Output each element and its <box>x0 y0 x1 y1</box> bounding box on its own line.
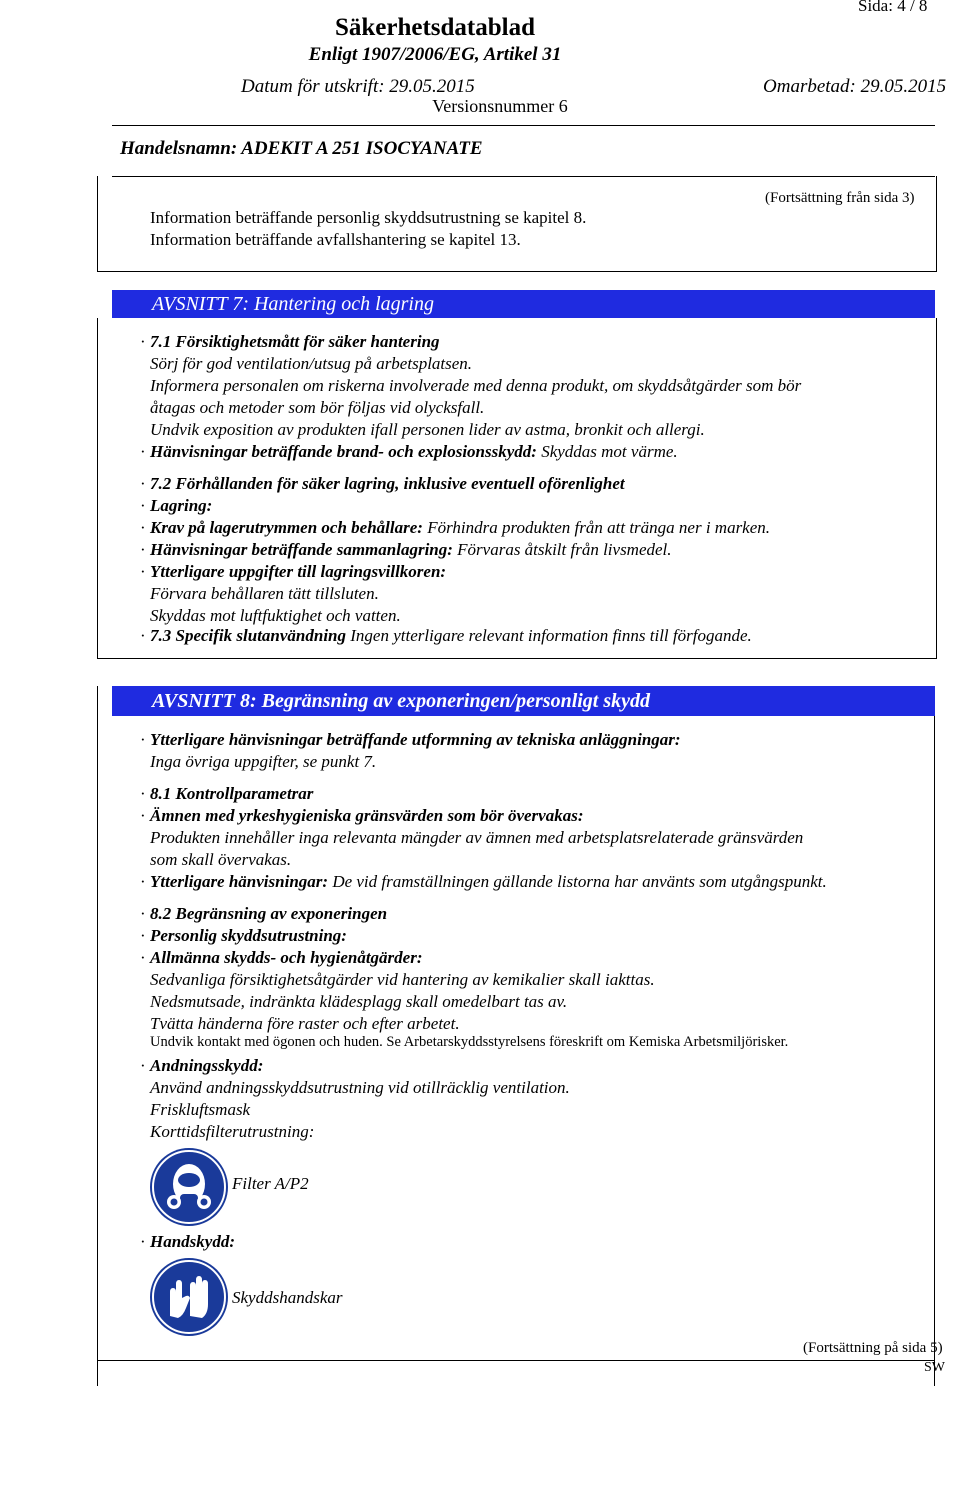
tech-facilities-text: Inga övriga uppgifter, se punkt 7. <box>150 752 377 771</box>
s71-line-1: Sörj för god ventilation/utsug på arbetsplatsen. <box>150 354 473 373</box>
page-number: Sida: 4 / 8 <box>858 0 928 15</box>
limit-values-label: Ämnen med yrkeshygieniska gränsvärden som bör övervakas: <box>150 806 584 825</box>
print-date: Datum för utskrift: 29.05.2015 <box>241 76 475 97</box>
hygiene-line-2: Nedsmutsade, indränkta klädesplagg skall omedelbart tas av. <box>150 992 568 1011</box>
product-name: Handelsnamn: ADEKIT A 251 ISOCYANATE <box>120 138 483 159</box>
language-code: SW <box>924 1360 945 1375</box>
section-7-2-label: 7.2 Förhållanden för säker lagring, inklusive eventuell oförenlighet <box>150 474 625 493</box>
revision-date: Omarbetad: 29.05.2015 <box>763 76 947 97</box>
further-storage-line-2: Skyddas mot luftfuktighet och vatten. <box>150 606 401 625</box>
joint-storage-text: Förvaras åtskilt från livsmedel. <box>457 540 672 559</box>
fire-protection <box>150 442 678 462</box>
section-8-1-label: 8.1 Kontrollparametrar <box>150 784 314 803</box>
section-7-3-label: 7.3 Specifik slutanvändning <box>150 626 347 645</box>
storage-label: Lagring: <box>150 496 213 515</box>
hygiene-line-1: Sedvanliga försiktighetsåtgärder vid hantering av kemikalier skall iakttas. <box>150 970 655 989</box>
gloves-icon <box>150 1258 228 1336</box>
version-number: Versionsnummer 6 <box>432 96 568 116</box>
intro-line-1: Information beträffande personlig skyddsutrustning se kapitel 8. <box>150 208 587 227</box>
joint-storage <box>150 540 672 560</box>
continuation-to: (Fortsättning på sida 5) <box>803 1340 943 1356</box>
section-7-heading: AVSNITT 7: Hantering och lagring <box>112 290 935 318</box>
section-8-left-border <box>97 686 98 1386</box>
section-8-right-border <box>934 716 935 1386</box>
document-subtitle: Enligt 1907/2006/EG, Artikel 31 <box>308 44 562 65</box>
section-7-1-label: 7.1 Försiktighetsmått för säker hantering <box>150 332 440 351</box>
hand-protection-text: Skyddshandskar <box>232 1288 343 1307</box>
additional-notes <box>150 872 827 892</box>
respiratory-label: Andningsskydd: <box>150 1056 264 1075</box>
limit-values-line-1: Produkten innehåller inga relevanta mängder av ämnen med arbetsplatsrelaterade gränsvärden <box>150 828 804 847</box>
tech-facilities-label: Ytterligare hänvisningar beträffande utformning av tekniska anläggningar: <box>150 730 681 749</box>
section-8-2-label: 8.2 Begränsning av exponeringen <box>150 904 388 923</box>
fire-protection-text: Skyddas mot värme. <box>541 442 678 461</box>
document-title: Säkerhetsdatablad <box>334 14 536 41</box>
hygiene-line-3: Tvätta händerna före raster och efter arbetet. <box>150 1014 460 1033</box>
s71-line-2: Informera personalen om riskerna involverade med denna produkt, om skyddsåtgärder som bör <box>150 376 802 395</box>
additional-notes-label: Ytterligare hänvisningar: <box>150 872 329 891</box>
s71-line-4: Undvik exposition av produkten ifall personen lider av astma, bronkit och allergi. <box>150 420 705 439</box>
respiratory-line-1: Använd andningsskyddsutrustning vid otillräcklig ventilation. <box>150 1078 570 1097</box>
continuation-from: (Fortsättning från sida 3) <box>765 190 915 206</box>
limit-values-line-2: som skall övervakas. <box>150 850 292 869</box>
filter-text: Filter A/P2 <box>232 1174 309 1193</box>
s71-line-3: åtagas och metoder som bör följas vid olycksfall. <box>150 398 485 417</box>
ppe-label: Personlig skyddsutrustning: <box>150 926 347 945</box>
respiratory-line-2: Friskluftsmask <box>150 1100 251 1119</box>
further-storage-label: Ytterligare uppgifter till lagringsvillkoren: <box>150 562 447 581</box>
hand-protection-label: Handskydd: <box>150 1232 235 1251</box>
header-divider <box>112 125 935 126</box>
section-7-3-text: Ingen ytterligare relevant information finns till förfogande. <box>350 626 752 645</box>
further-storage-line-1: Förvara behållaren tätt tillsluten. <box>150 584 379 603</box>
hygiene-small-note: Undvik kontakt med ögonen och huden. Se Arbetarskyddsstyrelsens föreskrift om Kemiska Arbetsmiljörisker. <box>150 1034 789 1050</box>
respirator-icon <box>150 1148 228 1226</box>
intro-line-2: Information beträffande avfallshantering se kapitel 13. <box>150 230 521 249</box>
hygiene-label: Allmänna skydds- och hygienåtgärder: <box>150 948 423 967</box>
respiratory-line-3: Korttidsfilterutrustning: <box>150 1122 315 1141</box>
additional-notes-text: De vid framställningen gällande listorna har använts som utgångspunkt. <box>332 872 827 891</box>
footer-divider <box>97 1360 935 1361</box>
fire-protection-label: Hänvisningar beträffande brand- och explosionsskydd: <box>150 442 537 461</box>
storage-req-label: Krav på lagerutrymmen och behållare: <box>150 518 423 537</box>
section-8-heading: AVSNITT 8: Begränsning av exponeringen/personligt skydd <box>112 686 935 716</box>
joint-storage-label: Hänvisningar beträffande sammanlagring: <box>150 540 453 559</box>
storage-req-text: Förhindra produkten från att tränga ner i marken. <box>427 518 771 537</box>
section-7-3 <box>150 626 752 646</box>
storage-requirements <box>150 518 770 538</box>
